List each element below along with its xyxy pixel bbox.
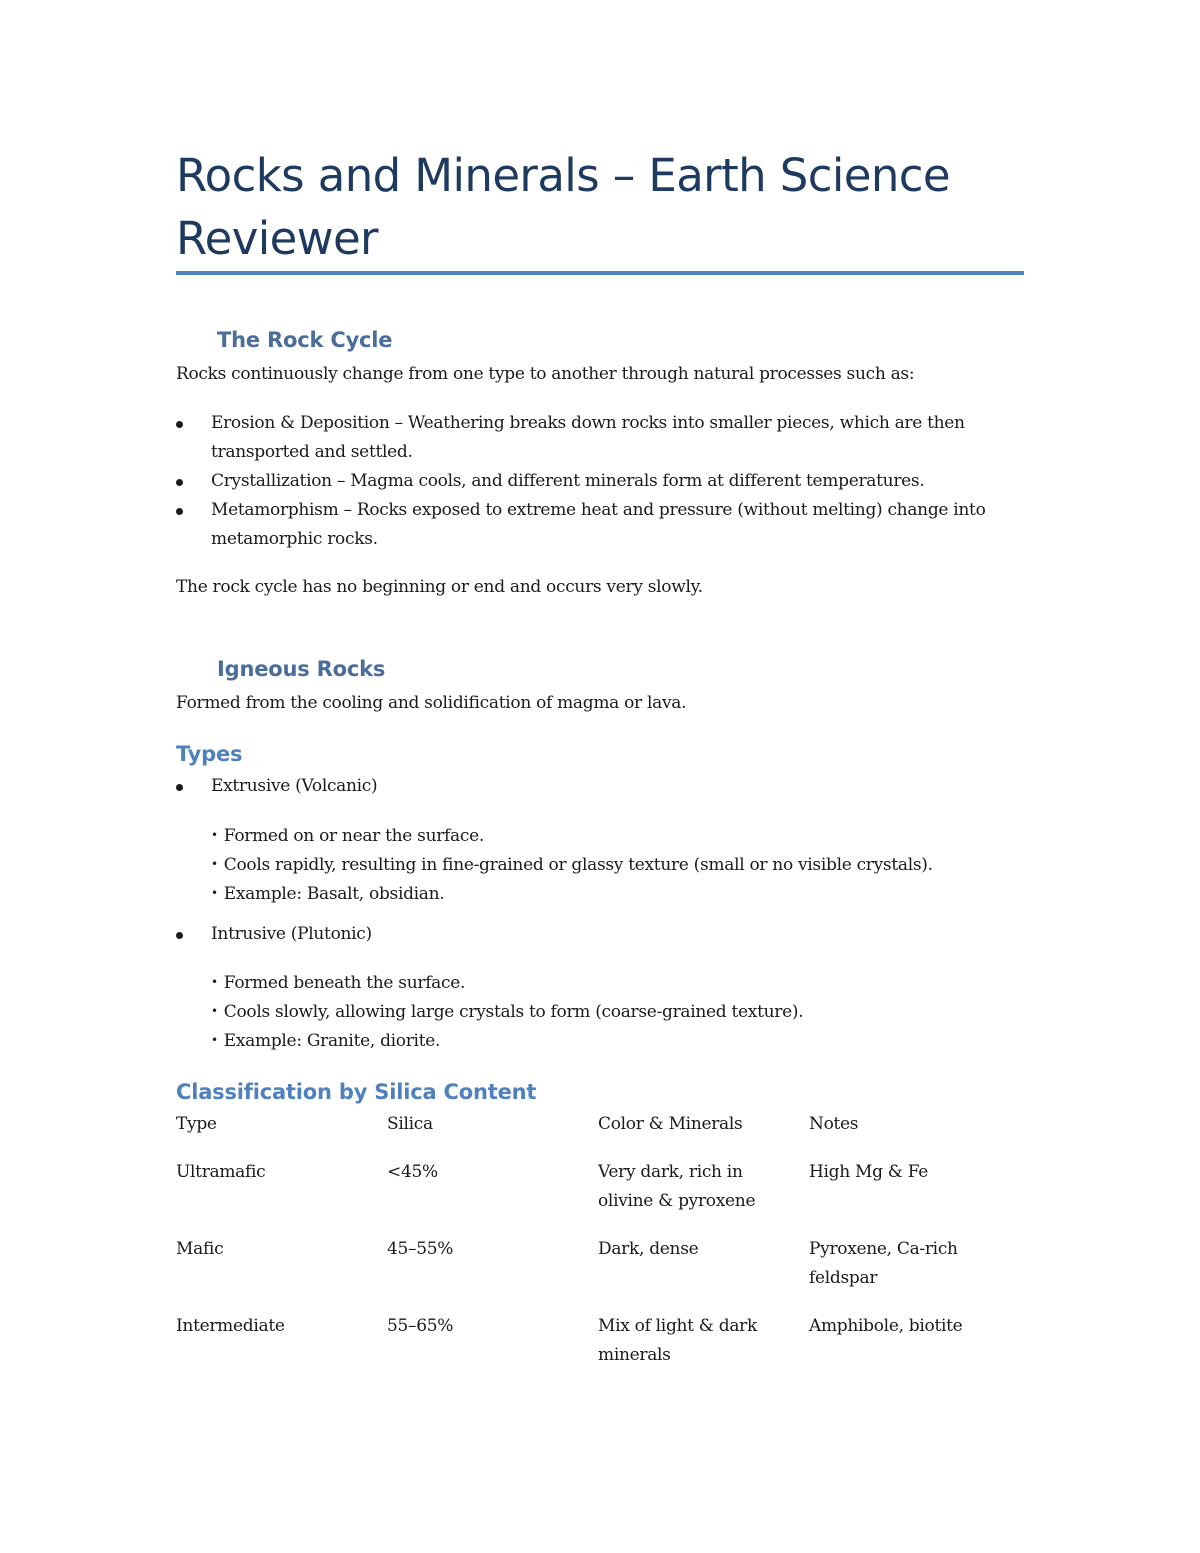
extrusive-point — [211, 879, 1031, 909]
document-title: Rocks and Minerals – Earth Science Reviewer — [176, 149, 950, 265]
sub-bullet-icon: • — [211, 1004, 218, 1018]
bullet-icon — [176, 784, 183, 791]
heading-classification: Classification by Silica Content — [176, 1080, 537, 1104]
extrusive-point-text: Example: Basalt, obsidian. — [223, 884, 445, 904]
sub-bullet-icon: • — [211, 828, 218, 842]
table-cell: Dark, dense — [598, 1239, 699, 1259]
heading-types: Types — [176, 742, 243, 766]
list-item-text: Erosion & Deposition – Weathering breaks down rocks into smaller pieces, which are then transported and settled. — [211, 413, 965, 462]
sub-bullet-icon: • — [211, 886, 218, 900]
table-cell: Amphibole, biotite — [809, 1316, 963, 1336]
list-item-text: Crystallization – Magma cools, and different minerals form at different temperatures. — [211, 471, 925, 491]
sub-bullet-icon: • — [211, 975, 218, 989]
intrusive-point — [211, 997, 1031, 1027]
table-cell: 45–55% — [387, 1239, 454, 1259]
rock-cycle-intro: Rocks continuously change from one type to another through natural processes such as: — [176, 364, 915, 384]
table-cell: 55–65% — [387, 1316, 454, 1336]
table-cell: Ultramafic — [176, 1162, 266, 1182]
intrusive-point — [211, 968, 1031, 998]
igneous-intro: Formed from the cooling and solidification of magma or lava. — [176, 693, 687, 713]
intrusive-item — [176, 920, 1036, 949]
intrusive-point-text: Cools slowly, allowing large crystals to form (coarse-grained texture). — [223, 1002, 804, 1022]
table-cell: Mix of light & dark minerals — [598, 1316, 757, 1365]
table-header-cell: Silica — [387, 1114, 433, 1134]
table-cell: Intermediate — [176, 1316, 285, 1336]
bullet-icon — [176, 508, 183, 515]
table-header-cell: Color & Minerals — [598, 1114, 743, 1134]
title-underline — [176, 271, 1024, 275]
intrusive-point-text: Example: Granite, diorite. — [223, 1031, 441, 1051]
sub-bullet-icon: • — [211, 857, 218, 871]
rock-cycle-closing: The rock cycle has no beginning or end and occurs very slowly. — [176, 577, 703, 597]
table-header-cell: Type — [176, 1114, 217, 1134]
extrusive-point — [211, 850, 1031, 880]
intrusive-label: Intrusive (Plutonic) — [211, 924, 372, 944]
extrusive-point-text: Formed on or near the surface. — [223, 826, 484, 846]
table-cell: Very dark, rich in olivine & pyroxene — [598, 1162, 756, 1211]
bullet-icon — [176, 932, 183, 939]
bullet-icon — [176, 479, 183, 486]
extrusive-item — [176, 772, 1036, 801]
rock-cycle-process-list — [176, 409, 1036, 554]
extrusive-label: Extrusive (Volcanic) — [211, 776, 378, 796]
extrusive-point-text: Cools rapidly, resulting in fine-grained or glassy texture (small or no visible crystals). — [223, 855, 933, 875]
silica-classification-table — [176, 1110, 1026, 1389]
list-item — [176, 409, 1036, 467]
sub-bullet-icon: • — [211, 1033, 218, 1047]
list-item — [176, 467, 1036, 496]
list-item — [176, 496, 1036, 554]
table-row — [176, 1235, 1026, 1293]
table-cell: High Mg & Fe — [809, 1162, 929, 1182]
heading-rock-cycle: The Rock Cycle — [217, 328, 393, 352]
extrusive-point — [211, 821, 1031, 851]
table-header-cell: Notes — [809, 1114, 859, 1134]
table-cell: Pyroxene, Ca-rich feldspar — [809, 1239, 958, 1288]
intrusive-point-text: Formed beneath the surface. — [223, 973, 466, 993]
list-item — [176, 920, 1036, 949]
bullet-icon — [176, 421, 183, 428]
heading-igneous-rocks: Igneous Rocks — [217, 657, 386, 681]
table-header-row — [176, 1110, 1026, 1139]
list-item-text: Metamorphism – Rocks exposed to extreme heat and pressure (without melting) change into metamorphic rocks. — [211, 500, 986, 549]
table-row — [176, 1312, 1026, 1370]
table-cell: <45% — [387, 1162, 438, 1182]
intrusive-point — [211, 1026, 1031, 1056]
table-row — [176, 1158, 1026, 1216]
table-cell: Mafic — [176, 1239, 224, 1259]
list-item — [176, 772, 1036, 801]
